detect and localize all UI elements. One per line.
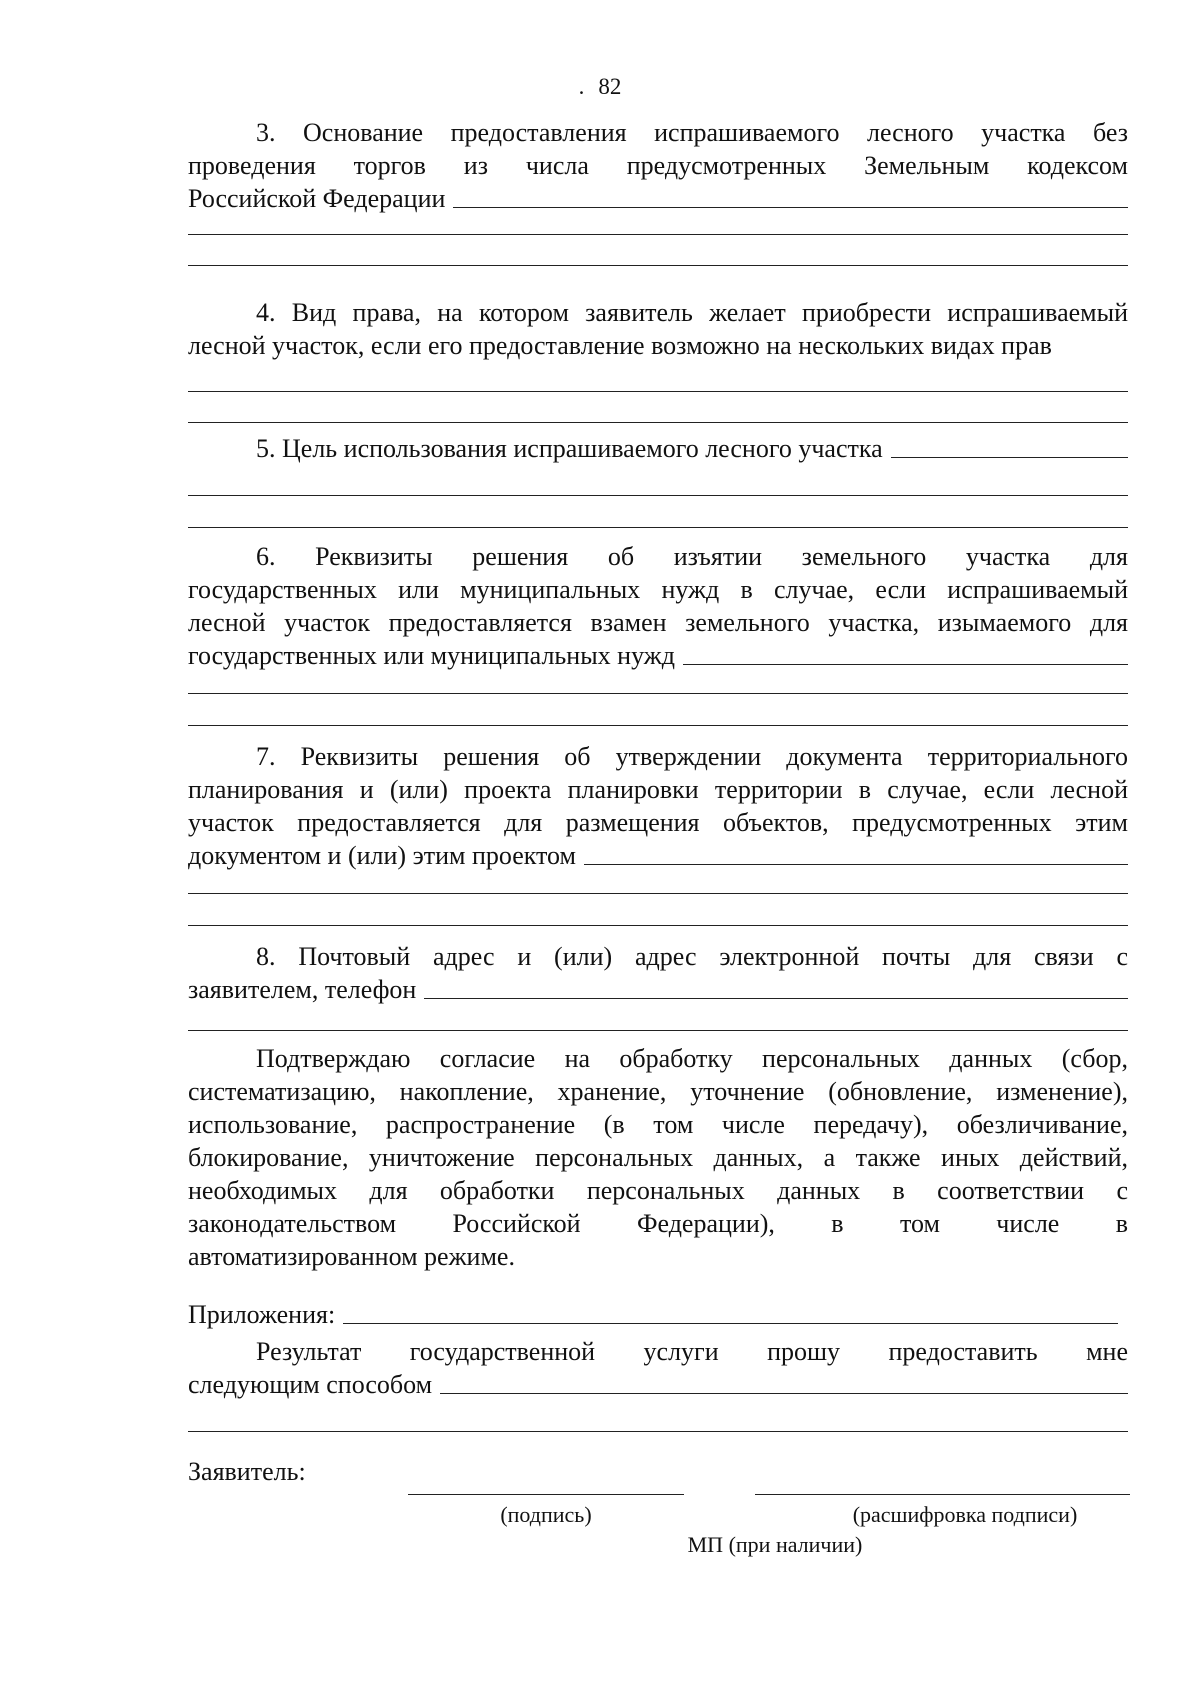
item-5-fill-label: 5. Цель использования испрашиваемого лесного участка <box>256 434 883 463</box>
item-3-line-1: 3. Основание предоставления испрашиваемого лесного участка без <box>256 118 1128 147</box>
item-7-extra-line-1[interactable] <box>188 893 1128 894</box>
item-7-line-3: участок предоставляется для размещения объектов, предусмотренных этим <box>188 808 1128 837</box>
result-blank-field[interactable] <box>440 1393 1128 1394</box>
item-5-extra-line-1[interactable] <box>188 495 1128 496</box>
item-8-blank-field[interactable] <box>424 998 1128 999</box>
signature-decode-caption: (расшифровка подписи) <box>852 1502 1078 1527</box>
item-3-basis <box>188 116 1128 215</box>
item-7-planning-details <box>188 740 1128 872</box>
item-3-line-2: проведения торгов из числа предусмотренных Земельным кодексом <box>188 151 1128 180</box>
attachments-blank-field[interactable] <box>343 1323 1118 1324</box>
consent-line-4: блокирование, уничтожение персональных данных, а также иных действий, <box>188 1143 1128 1172</box>
item-6-line-1: 6. Реквизиты решения об изъятии земельного участка для <box>256 542 1128 571</box>
item-8-extra-line-1[interactable] <box>188 1030 1128 1031</box>
consent-line-3: использование, распространение (в том числе передачу), обезличивание, <box>188 1110 1128 1139</box>
item-6-line-2: государственных или муниципальных нужд в случае, если испрашиваемый <box>188 575 1128 604</box>
stamp-caption: МП (при наличии) <box>687 1532 863 1557</box>
item-5-blank-field[interactable] <box>891 457 1128 458</box>
item-7-extra-line-2[interactable] <box>188 925 1128 926</box>
consent-line-5: необходимых для обработки персональных данных в соответствии с <box>188 1176 1128 1205</box>
item-4-right-type <box>188 296 1128 362</box>
item-7-fill-label: документом и (или) этим проектом <box>188 841 576 870</box>
item-3-extra-line-1[interactable] <box>188 234 1128 235</box>
item-3-fill-row <box>188 182 1128 215</box>
item-7-fill-row <box>188 839 1128 872</box>
item-8-fill-row <box>188 973 1128 1006</box>
item-4-line-2: лесной участок, если его предоставление возможно на нескольких видах прав <box>188 331 1052 360</box>
signature-decode-line[interactable] <box>755 1494 1130 1495</box>
signature-caption: (подпись) <box>500 1502 592 1527</box>
result-fill-label: следующим способом <box>188 1370 433 1399</box>
item-8-fill-label: заявителем, телефон <box>188 975 417 1004</box>
page-number-value: 82 <box>598 74 622 99</box>
item-6-blank-field[interactable] <box>683 664 1128 665</box>
item-4-line-1: 4. Вид права, на котором заявитель желает приобрести испрашиваемый <box>256 298 1128 327</box>
consent-line-1: Подтверждаю согласие на обработку персональных данных (сбор, <box>256 1044 1128 1073</box>
item-5-fill-row <box>188 432 1128 465</box>
item-8-contacts <box>188 940 1128 1006</box>
item-3-blank-field[interactable] <box>453 207 1128 208</box>
item-5-purpose <box>188 432 1128 465</box>
result-extra-line-1[interactable] <box>188 1431 1128 1432</box>
consent-paragraph <box>188 1042 1128 1273</box>
attachments-label: Приложения: <box>188 1300 336 1329</box>
consent-line-2: систематизацию, накопление, хранение, уточнение (обновление, изменение), <box>188 1077 1128 1106</box>
item-6-fill-row <box>188 639 1128 672</box>
applicant-label: Заявитель: <box>188 1457 306 1486</box>
signature-line[interactable] <box>408 1494 684 1495</box>
item-6-fill-label: государственных или муниципальных нужд <box>188 641 675 670</box>
result-delivery <box>188 1335 1128 1401</box>
result-line-1: Результат государственной услуги прошу предоставить мне <box>256 1337 1128 1366</box>
page-number-dot: . <box>578 74 585 99</box>
item-8-line-1: 8. Почтовый адрес и (или) адрес электронной почты для связи с <box>256 942 1128 971</box>
item-6-withdrawal-details <box>188 540 1128 672</box>
item-4-extra-line-1[interactable] <box>188 391 1128 392</box>
item-7-blank-field[interactable] <box>584 864 1128 865</box>
consent-line-6: законодательством Российской Федерации), в том числе в <box>188 1209 1128 1238</box>
consent-line-7: автоматизированном режиме. <box>188 1242 515 1271</box>
page-number <box>0 70 1200 103</box>
item-3-fill-label: Российской Федерации <box>188 184 446 213</box>
item-7-line-1: 7. Реквизиты решения об утверждении документа территориального <box>256 742 1128 771</box>
item-6-extra-line-1[interactable] <box>188 693 1128 694</box>
item-7-line-2: планирования и (или) проекта планировки территории в случае, если лесной <box>188 775 1128 804</box>
attachments-row <box>188 1298 1118 1331</box>
item-6-line-3: лесной участок предоставляется взамен земельного участка, изымаемого для <box>188 608 1128 637</box>
item-3-extra-line-2[interactable] <box>188 265 1128 266</box>
item-4-extra-line-2[interactable] <box>188 422 1128 423</box>
result-fill-row <box>188 1368 1128 1401</box>
attachments-fill-row <box>188 1298 1118 1331</box>
item-5-extra-line-2[interactable] <box>188 527 1128 528</box>
item-6-extra-line-2[interactable] <box>188 725 1128 726</box>
